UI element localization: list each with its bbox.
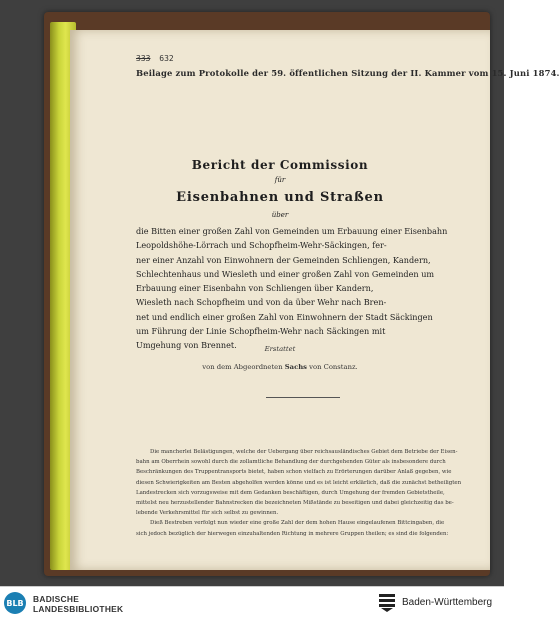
commission-name: Eisenbahnen und Straßen <box>176 190 384 205</box>
page-number-struck: 333 <box>136 54 151 63</box>
subject-line: die Bitten einer großen Zahl von Gemeinden um Erbauung einer Eisenbahn <box>136 226 448 236</box>
rapporteur-suffix: von Constanz. <box>309 363 358 371</box>
body-line: Beschränkungen des Truppentransports bietet, haben schon vielfach zu Erörterungen darüber Anlaß gegeben, wie <box>136 469 452 476</box>
library-name[interactable] <box>33 594 123 614</box>
subject-paragraph <box>136 224 472 353</box>
baden-wuerttemberg-emblem-icon[interactable] <box>378 593 396 613</box>
body-line: Dieß Bestreben verfolgt nun wieder eine große Zahl der dem hohen Hause eingelaufenen Bittcingaben, die <box>150 520 445 527</box>
section-divider <box>266 397 340 398</box>
body-line: Die mancherlei Belästigungen, welche der Uebergang über reichsausländisches Gebiet dem Betriebe der Eisen- <box>150 449 458 455</box>
subject-line: Wiesleth nach Schopfheim und von da über Wehr nach Bren- <box>136 297 387 308</box>
rapporteur-prefix: von dem Abgeordneten <box>202 363 283 371</box>
body-line: bahn am Oberrhein sowohl durch die zollamtliche Behandlung der durchgehenden Güter als insbesondere durch <box>136 459 446 466</box>
rapporteur-name: Sachs <box>284 363 307 371</box>
library-name-line2: LANDESBIBLIOTHEK <box>33 604 124 614</box>
body-line: mittelst neu herzustellender Bahnstrecken die bezeichneten Mißstände zu beseitigen und dabei gleichzeitig das be- <box>136 500 454 507</box>
subject-line: Leopoldshöhe-Lörrach und Schopfheim-Wehr-Säckingen, fer- <box>136 240 387 251</box>
erstattet-label: Erstattet <box>264 345 296 353</box>
subject-line: net und endlich einer großen Zahl von Einwohnern der Stadt Säckingen <box>136 311 433 322</box>
document-page <box>70 30 560 570</box>
body-paragraph <box>136 447 476 539</box>
subject-line: Schlechtenhaus und Wiesleth und einer großen Zahl von Gemeinden um <box>136 268 435 279</box>
title-connector-fuer: für <box>274 176 286 184</box>
footer-bar <box>0 586 504 619</box>
subject-line: um Führung der Linie Schopfheim-Wehr nach Säckingen mit <box>136 326 386 337</box>
report-title: Bericht der Commission <box>191 158 369 172</box>
body-line: diesen Schwierigkeiten am Besten abgeholfen werden könne und es ist leicht erklärlich, daß die zunächst betheiligten <box>136 479 462 486</box>
subject-line: Umgehung von Brennet. <box>136 340 237 351</box>
library-name-line1: BADISCHE <box>33 594 80 604</box>
rapporteur-line <box>70 363 490 371</box>
subject-line: Erbauung einer Eisenbahn von Schliengen über Kandern, <box>136 283 374 294</box>
body-line: lebende Verkehrsmittel für sich selbst zu gewinnen. <box>136 510 279 517</box>
title-connector-ueber: über <box>271 211 289 219</box>
body-line: sich jedoch bezüglich der hierwegen einzuhaltenden Richtung in mehrere Gruppen theilen; es sind die folgenden: <box>136 530 449 537</box>
page-number <box>136 54 174 63</box>
page-number-current: 632 <box>159 54 174 63</box>
state-name[interactable]: Baden-Württemberg <box>402 597 493 608</box>
running-header: Beilage zum Protokolle der 59. öffentlichen Sitzung der II. Kammer vom 15. Juni 1874. <box>136 68 560 78</box>
subject-line: ner einer Anzahl von Einwohnern der Gemeinden Schliengen, Kandern, <box>136 254 431 265</box>
body-line: Landestrecken sich vorzugsweise mit dem Gedanken beschäftigen, durch Umgehung der fremden Gebietstheile, <box>136 489 445 496</box>
blb-logo-icon[interactable]: BLB <box>4 592 26 614</box>
